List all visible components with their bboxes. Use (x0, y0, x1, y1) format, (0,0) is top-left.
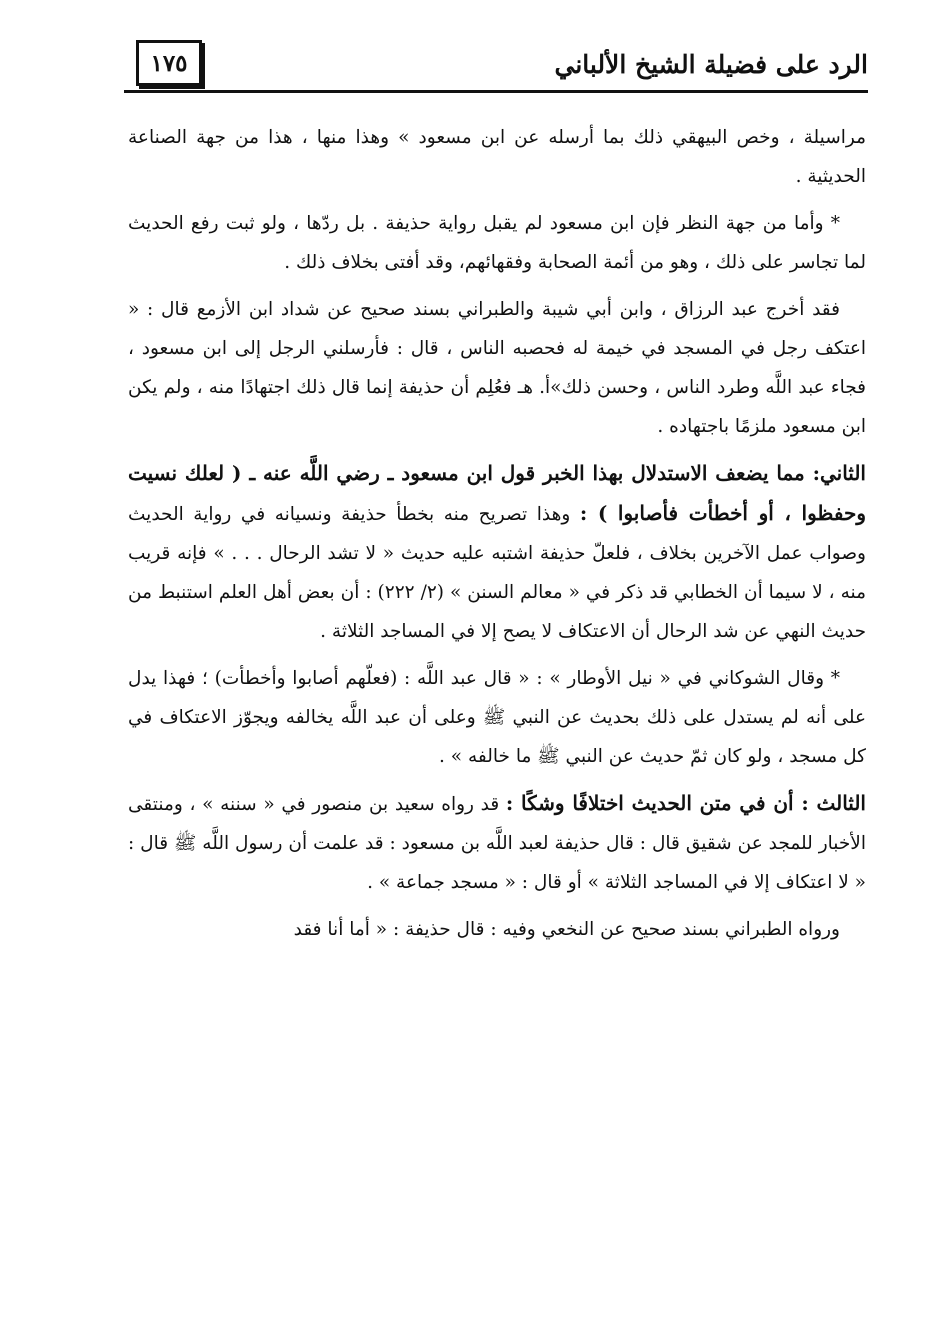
paragraph-6 (128, 784, 866, 902)
page-header (124, 38, 868, 98)
running-title: الرد على فضيلة الشيخ الألباني (554, 50, 868, 79)
paragraph-5 (128, 659, 866, 776)
paragraph-text: * وأما من جهة النظر فإن ابن مسعود لم يقبل رواية حذيفة . بل ردّها ، ولو ثبت رفع الحديث لما تجاسر على ذلك ، وهو من أئمة الصحابة وفقهائهم، وقد أفتى بخلاف ذلك . (128, 213, 866, 273)
page-number: ١٧٥ (150, 49, 188, 77)
paragraph-text: ورواه الطبراني بسند صحيح عن النخعي وفيه : قال حذيفة : « أما أنا فقد (293, 919, 840, 940)
section-title-second: الثاني: مما يضعف الاستدلال بهذا الخبر قول ابن مسعود ـ رضي اللَّه عنه ـ ( لعلك نسيت وحفظوا ، أو أخطأت فأصابوا ) : (128, 461, 866, 525)
paragraph-text: * وقال الشوكاني في « نيل الأوطار » : « قال عبد اللَّه : (فعلّهم أصابوا وأخطأت) ؛ فهذا يدل على أنه لم يستدل على ذلك بحديث عن النبي ﷺ وعلى أن عبد اللَّه يخالفه ويجوّز الاعتكاف في كل مسجد ، ولو كان ثمّ حديث عن النبي ﷺ ما خالفه » . (128, 668, 866, 767)
paragraph-text: قد رواه سعيد بن منصور في « سننه » ، ومنتقى الأخبار للمجد عن شقيق قال : قال حذيفة لعبد اللَّه بن مسعود : قد علمت أن رسول اللَّه ﷺ قال : « لا اعتكاف إلا في المساجد الثلاثة » أو قال : « مسجد جماعة » . (128, 794, 866, 893)
section-title-third: الثالث : أن في متن الحديث اختلافًا وشكًا : (505, 791, 866, 815)
body-text (128, 118, 866, 957)
paragraph-1 (128, 118, 866, 196)
paragraph-text: مراسيلة ، وخص البيهقي ذلك بما أرسله عن ابن مسعود » وهذا منها ، هذا من جهة الصناعة الحديثية . (128, 127, 866, 187)
paragraph-3 (128, 290, 866, 446)
paragraph-text: وهذا تصريح منه بخطأ حذيفة ونسيانه في رواية الحديث وصواب عمل الآخرين بخلاف ، فلعلّ حذيفة اشتبه عليه حديث « لا تشد الرحال . . . » فإنه قريب منه ، لا سيما أن الخطابي قد ذكر في « معالم السنن » (٢/ ٢٢٢) : أن بعض أهل العلم استنبط من حديث النهي عن شد الرحال أن الاعتكاف لا يصح إلا في المساجد الثلاثة . (128, 504, 866, 642)
paragraph-text: فقد أخرج عبد الرزاق ، وابن أبي شيبة والطبراني بسند صحيح عن شداد ابن الأزمع قال : « اعتكف رجل في المسجد في خيمة له فحصبه الناس ، قال : فأرسلني الرجل إلى ابن مسعود ، فجاء عبد اللَّه وطرد الناس ، وحسن ذلك»أ. هـ فعُلِم أن حذيفة إنما قال ذلك اجتهادًا منه ، ولم يكن ابن مسعود ملزمًا باجتهاده . (128, 299, 866, 437)
header-rule (124, 90, 868, 93)
paragraph-4 (128, 454, 866, 651)
page-number-box (136, 40, 202, 86)
paragraph-2 (128, 204, 866, 282)
paragraph-7 (128, 910, 866, 949)
